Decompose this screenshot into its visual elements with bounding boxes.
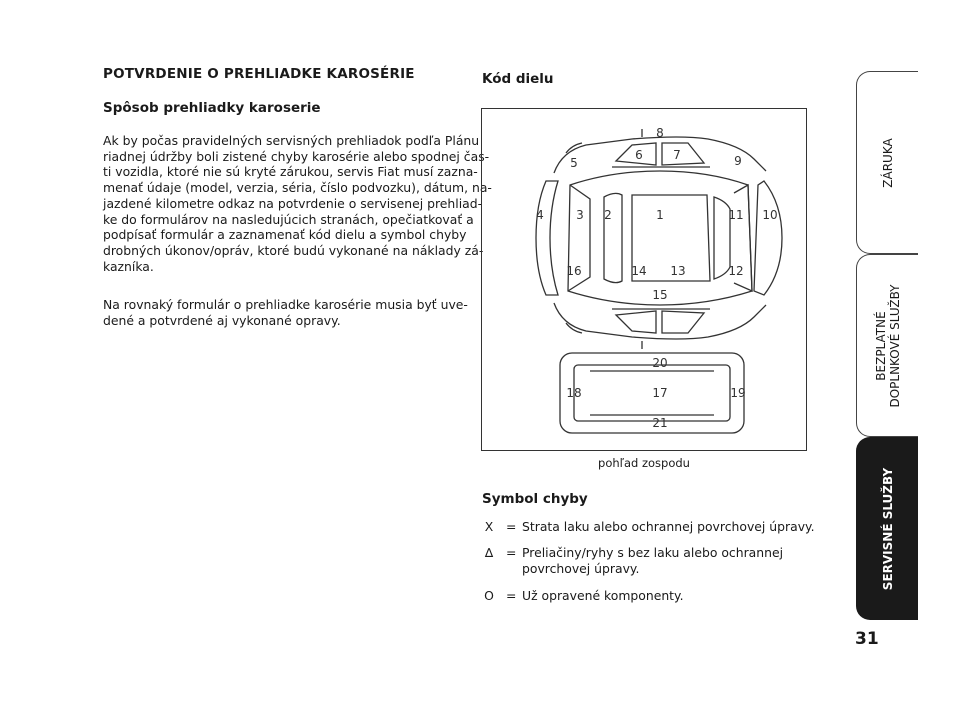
paragraph-line: ti vozidla, ktoré nie sú kryté zárukou, servis Fiat musí zazna-: [103, 164, 478, 180]
part-code-4: 4: [536, 208, 544, 222]
equals-sign: =: [506, 519, 517, 534]
part-code-14: 14: [631, 264, 647, 278]
paragraph-line: podpísať formulár a zaznamenať kód dielu a symbol chyby: [103, 227, 467, 243]
symbol-description: Preliačiny/ryhy s bez laku alebo ochrannej: [522, 545, 784, 560]
part-code-8: 8: [656, 126, 664, 140]
windshield-outline: [604, 193, 622, 282]
paragraph-line: riadnej údržby boli zistené chyby karosérie alebo spodnej čas-: [103, 148, 490, 164]
part-code-19: 19: [730, 386, 746, 400]
part-code-16: 16: [566, 264, 582, 278]
symbol-description: Strata laku alebo ochrannej povrchovej úpravy.: [522, 519, 815, 534]
part-code-17: 17: [652, 386, 668, 400]
part-code-10: 10: [762, 208, 778, 222]
paragraph-line: menať údaje (model, verzia, séria, číslo podvozku), dátum, na-: [103, 180, 492, 196]
part-code-6: 6: [635, 148, 643, 162]
part-code-18: 18: [566, 386, 582, 400]
tab-doplnkove-line-2: DOPLNKOVÉ SLUŽBY: [887, 283, 902, 408]
symbol-row-delta: [482, 545, 802, 577]
part-code-7: 7: [673, 148, 681, 162]
paragraph-line: ke do formulárov na nasledujúcich stranách, opečiatkovať a: [103, 211, 474, 227]
rear-bumper-outline: [754, 181, 782, 295]
door-13-window: [662, 311, 704, 333]
part-code-21: 21: [652, 416, 668, 430]
paragraph-line: Ak by počas pravidelných servisných prehliadok podľa Plánu: [103, 133, 480, 148]
paragraph-2: [103, 297, 468, 328]
symbol-delta: ∆: [484, 545, 494, 560]
front-bumper-outline: [536, 181, 558, 295]
part-code-2: 2: [604, 208, 612, 222]
paragraph-line: dené a potvrdené aj vykonané opravy.: [103, 312, 341, 328]
diagram-caption: pohľad zospodu: [598, 456, 690, 470]
tab-doplnkove-label: [874, 284, 902, 407]
door-14-window: [616, 311, 656, 333]
part-code-5: 5: [570, 156, 578, 170]
section-title: POTVRDENIE O PREHLIADKE KAROSÉRIE: [103, 66, 415, 82]
front-left-wheel-arch: [566, 143, 582, 153]
symbol-description-cont: povrchovej úpravy.: [522, 561, 640, 576]
symbol-row-o: [482, 588, 802, 604]
tab-doplnkove-line-1: BEZPLATNÉ: [873, 310, 888, 381]
equals-sign: =: [506, 588, 517, 603]
part-code-15: 15: [652, 288, 668, 302]
part-code-11: 11: [728, 208, 744, 222]
door-7-window: [662, 143, 704, 165]
part-code-9: 9: [734, 154, 742, 168]
car-diagram-svg: [482, 109, 808, 452]
tab-zaruka-label: ZÁRUKA: [880, 137, 895, 188]
car-body-outline: [568, 171, 752, 305]
symbol-x: X: [484, 519, 494, 534]
paragraph-line: drobných úkonov/opráv, ktoré budú vykonané na náklady zá-: [103, 242, 484, 258]
paragraph-line: kazníka.: [103, 258, 154, 274]
equals-sign: =: [506, 545, 517, 560]
paragraph-1: [103, 133, 492, 274]
symbol-row-x: [482, 519, 815, 535]
tab-servisne-sluzby[interactable]: [856, 437, 918, 620]
symbol-o: O: [484, 588, 494, 603]
front-right-wheel-arch: [566, 323, 582, 333]
symbol-description: Už opravené komponenty.: [522, 588, 684, 603]
subsection-title: Spôsob prehliadky karoserie: [103, 100, 321, 116]
tab-servisne-label: SERVISNÉ SLUŽBY: [880, 467, 895, 590]
tab-bezplatne-doplnkove-sluzby[interactable]: [856, 254, 918, 437]
page-number: 31: [855, 629, 879, 649]
defect-symbol-title: Symbol chyby: [482, 491, 588, 507]
paragraph-line: jazdené kilometre odkaz na potvrdenie o servisenej prehliad-: [103, 195, 483, 211]
part-code-13: 13: [670, 264, 686, 278]
part-code-20: 20: [652, 356, 668, 370]
part-code-1: 1: [656, 208, 664, 222]
tab-zaruka[interactable]: [856, 71, 918, 254]
paragraph-line: Na rovnaký formulár o prehliadke karosérie musia byť uve-: [103, 297, 468, 312]
part-code-title: Kód dielu: [482, 71, 554, 87]
part-code-3: 3: [576, 208, 584, 222]
part-code-12: 12: [728, 264, 744, 278]
car-body-diagram: [481, 108, 807, 451]
